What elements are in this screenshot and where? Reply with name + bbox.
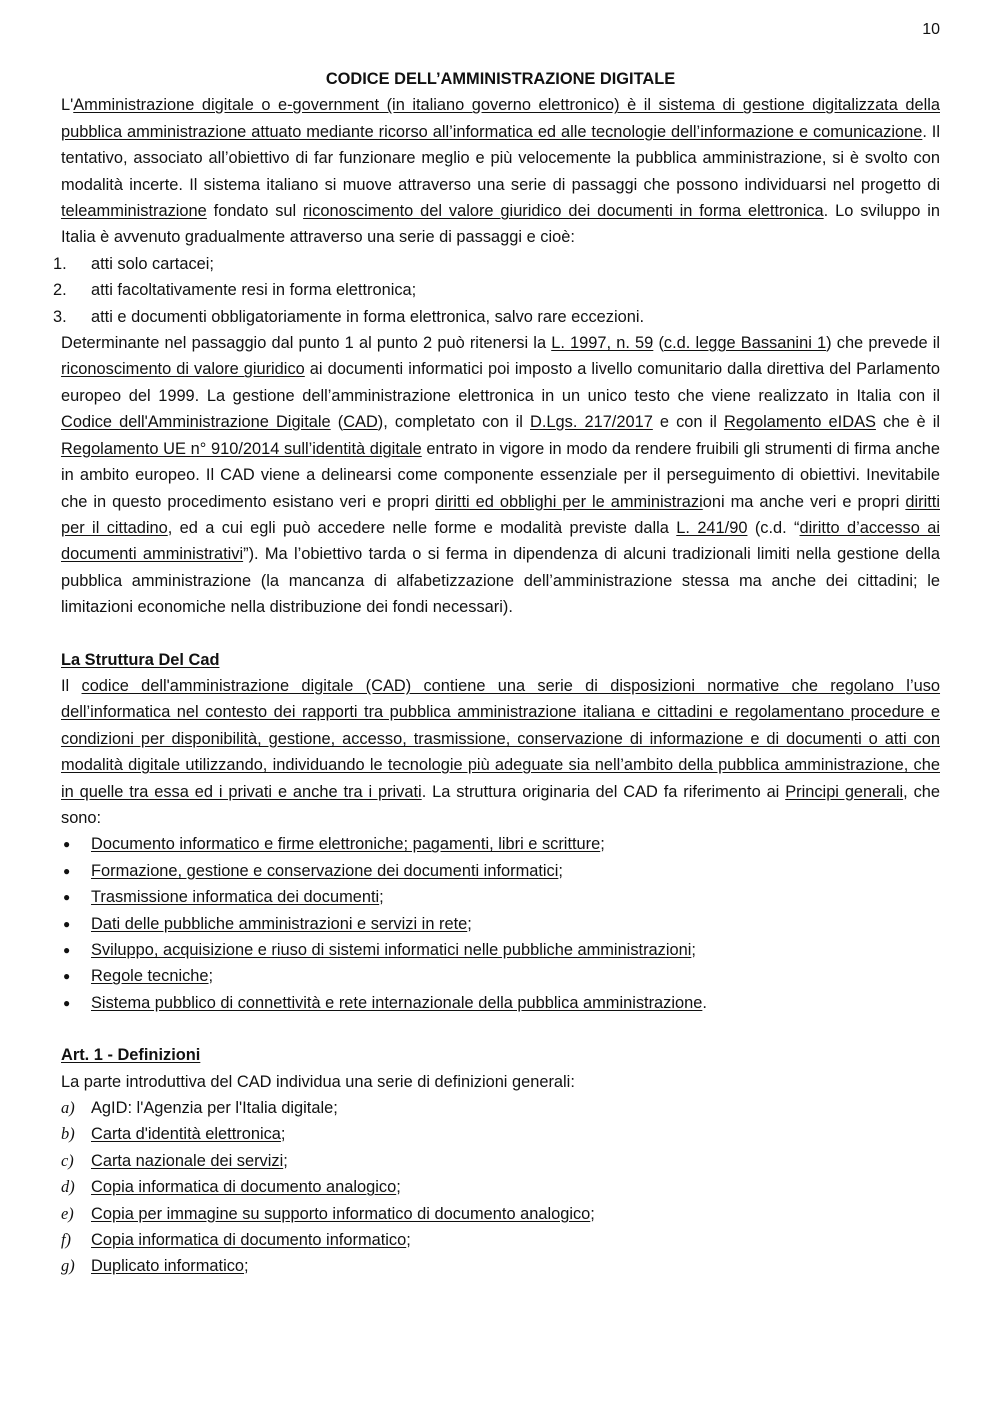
bullet-icon: ● bbox=[63, 943, 71, 957]
intro-paragraph: L'Amministrazione digitale o e-government (in italiano governo elettronico) è il sistema di gestione digitalizzata della pubblica amministrazione attuato mediante ricorso all’informatica ed alle tecnologie dell’informazione e comunicazione. Il tentativo, associato all’obiettivo di far funzionare meglio e più velocemente la pubblica amministrazione, si è svolto con modalità incerte. Il sistema italiano si muove attraverso una serie di passaggi che possono individuarsi nel progetto di teleamministrazione fondato sul riconoscimento del valore giuridico dei documenti in forma elettronica. Lo sviluppo in Italia è avvenuto gradualmente attraverso una serie di passaggi e cioè: bbox=[61, 96, 940, 247]
link-definition[interactable]: Copia per immagine su supporto informatico di documento analogico bbox=[91, 1204, 591, 1223]
struttura-paragraph: Il codice dell'amministrazione digitale (CAD) contiene una serie di disposizioni normative che regolano l’uso dell’informatica nel contesto dei rapporti tra pubblica amministrazione italiana e cittadini e regolamentano procedure e condizioni per disponibilità, gestione, accesso, trasmissione, conservazione di informazione e di documenti o atti con modalità digitale utilizzando, individuando le tecnologie più adeguate sia nell’ambito della pubblica amministrazione, che in quelle tra essa ed i privati e anche tra i privati. La struttura originaria del CAD fa riferimento ai Principi generali, che sono: bbox=[61, 676, 941, 827]
section-heading-struttura: La Struttura Del Cad bbox=[61, 650, 220, 669]
link-principle[interactable]: Regole tecniche bbox=[91, 967, 209, 986]
bullet-icon: ● bbox=[63, 863, 71, 878]
list-item: c) Carta nazionale dei servizi; bbox=[61, 1150, 288, 1170]
list-item: ● Documento informatico e firme elettroniche; pagamenti, libri e scritture; bbox=[61, 831, 940, 857]
list-item: ● Dati delle pubbliche amministrazioni e servizi in rete; bbox=[61, 911, 940, 937]
link-riconoscimento-valore-giuridico[interactable]: riconoscimento di valore giuridico bbox=[61, 360, 305, 379]
list-item: ● Sistema pubblico di connettività e rete internazionale della pubblica amministrazione. bbox=[61, 990, 940, 1016]
link-definition[interactable]: Copia informatica di documento analogico bbox=[91, 1178, 397, 1197]
document-body bbox=[53, 66, 941, 1280]
principles-list bbox=[61, 831, 940, 1016]
definitions-list bbox=[61, 1095, 940, 1280]
link-principle[interactable]: Dati delle pubbliche amministrazioni e servizi in rete bbox=[91, 914, 468, 933]
list-item: g) Duplicato informatico; bbox=[61, 1256, 249, 1276]
link-dlgs-217-2017[interactable]: D.Lgs. 217/2017 bbox=[530, 413, 653, 432]
definizioni-intro: La parte introduttiva del CAD individua una serie di definizioni generali: bbox=[61, 1072, 575, 1091]
link-definition[interactable]: Copia informatica di documento informatico bbox=[91, 1231, 407, 1250]
link-principle[interactable]: Sistema pubblico di connettività e rete internazionale della pubblica amministrazione bbox=[91, 993, 703, 1012]
steps-list bbox=[53, 251, 940, 330]
link-definition[interactable]: Duplicato informatico bbox=[91, 1257, 245, 1276]
section-heading-definizioni: Art. 1 - Definizioni bbox=[61, 1046, 201, 1065]
link-l-1997-n-59[interactable]: L. 1997, n. 59 bbox=[551, 334, 654, 353]
list-item: 1. atti solo cartacei; bbox=[53, 254, 214, 273]
bullet-icon: ● bbox=[63, 916, 71, 931]
list-item: d) Copia informatica di documento analogico; bbox=[61, 1177, 401, 1197]
link-codice-cad-description[interactable]: codice dell'amministrazione digitale (CAD) contiene una serie di disposizioni normative che regolano l’uso dell’informatica nel contesto dei rapporti tra pubblica amministrazione italiana e cittadini e regolamentano procedure e condizioni per disponibilità, gestione, accesso, trasmissione, conservazione di informazione e di documenti o atti con modalità digitale utilizzando, individuando le tecnologie più adeguate sia nell’ambito della pubblica amministrazione, che in quelle tra essa ed i privati e anche tra i privati bbox=[61, 676, 941, 801]
list-item: ● Trasmissione informatica dei documenti; bbox=[61, 884, 940, 910]
link-riconoscimento-valore[interactable]: riconoscimento del valore giuridico dei documenti in forma elettronica bbox=[303, 202, 824, 221]
page-number: 10 bbox=[922, 21, 940, 38]
link-definition[interactable]: Carta nazionale dei servizi bbox=[91, 1151, 284, 1170]
link-diritto-accesso[interactable]: diritto d’accesso ai documenti amministrativi bbox=[61, 518, 940, 564]
list-item: b) Carta d'identità elettronica; bbox=[61, 1124, 286, 1144]
list-item: a) AgID: l'Agenzia per l'Italia digitale; bbox=[61, 1098, 338, 1118]
link-teleamministrazione[interactable]: teleamministrazione bbox=[61, 202, 207, 221]
list-item: ● Regole tecniche; bbox=[61, 963, 940, 989]
link-principle[interactable]: Trasmissione informatica dei documenti bbox=[91, 888, 380, 907]
list-item: e) Copia per immagine su supporto informatico di documento analogico; bbox=[61, 1203, 595, 1223]
link-diritti-obblighi[interactable]: diritti ed obblighi per le amministrazi bbox=[435, 492, 703, 511]
link-regolamento-ue-910[interactable]: Regolamento UE n° 910/2014 sull’identità digitale bbox=[61, 439, 422, 458]
link-principle[interactable]: Documento informatico e firme elettroniche; pagamenti, libri e scritture bbox=[91, 835, 601, 854]
link-principle[interactable]: Formazione, gestione e conservazione dei documenti informatici bbox=[91, 861, 559, 880]
link-principle[interactable]: Sviluppo, acquisizione e riuso di sistemi informatici nelle pubbliche amministrazioni bbox=[91, 941, 692, 959]
bullet-icon: ● bbox=[63, 890, 71, 905]
cad-paragraph: Determinante nel passaggio dal punto 1 al punto 2 può ritenersi la L. 1997, n. 59 (c.d. legge Bassanini 1) che prevede il riconoscimento di valore giuridico ai documenti informatici poi imposto a livello comunitario dalla direttiva del Parlamento europeo del 1999. La gestione dell’amministrazione elettronica in un unico testo che viene realizzato in Italia con il Codice dell'Amministrazione Digitale (CAD), completato con il D.Lgs. 217/2017 e con il Regolamento eIDAS che è il Regolamento UE n° 910/2014 sull’identità digitale entrato in vigore in modo da rendere fruibili gli strumenti di firma anche in ambito europeo. Il CAD viene a delinearsi come componente essenziale per il perseguimento di obiettivi. Inevitabile che in questo procedimento esistano veri e propri diritti ed obblighi per le amministrazioni ma anche veri e propri diritti per il cittadino, ed a cui egli può accedere nelle forme e modalità previste dalla L. 241/90 (c.d. “diritto d’accesso ai documenti amministrativi”). Ma l’obiettivo tarda o si ferma in dipendenza di alcuni tradizionali limiti nella gestione della pubblica amministrazione (la mancanza di alfabetizzazione dell’amministrazione stessa ma anche dei cittadini; le limitazioni economiche nella distribuzione dei fondi necessari). bbox=[61, 334, 941, 617]
list-item: 3. atti e documenti obbligatoriamente in forma elettronica, salvo rare eccezioni. bbox=[53, 307, 645, 326]
link-principi-generali[interactable]: Principi generali bbox=[785, 782, 904, 801]
link-codice-amministrazione-digitale[interactable]: Codice dell'Amministrazione Digitale bbox=[61, 413, 331, 432]
list-item: 2. atti facoltativamente resi in forma elettronica; bbox=[53, 281, 417, 300]
link-regolamento-eidas[interactable]: Regolamento eIDAS bbox=[723, 413, 876, 432]
page-title: CODICE DELL’AMMINISTRAZIONE DIGITALE bbox=[325, 70, 676, 88]
link-definition[interactable]: Carta d'identità elettronica bbox=[91, 1125, 281, 1144]
link-diritti-cittadino[interactable]: diritti per il cittadino bbox=[61, 492, 940, 537]
link-l-241-90[interactable]: L. 241/90 bbox=[676, 518, 748, 537]
bullet-icon: ● bbox=[63, 969, 71, 984]
link-bassanini[interactable]: c.d. legge Bassanini 1 bbox=[663, 334, 827, 353]
bullet-icon: ● bbox=[63, 837, 71, 852]
list-item: f) Copia informatica di documento informatico; bbox=[61, 1230, 411, 1250]
link-cad[interactable]: CAD bbox=[343, 413, 378, 432]
list-item: ● Sviluppo, acquisizione e riuso di sistemi informatici nelle pubbliche amministrazioni; bbox=[61, 937, 940, 963]
bullet-icon: ● bbox=[63, 995, 71, 1010]
list-item: ● Formazione, gestione e conservazione dei documenti informatici; bbox=[61, 858, 940, 884]
link-amministrazione-digitale[interactable]: Amministrazione digitale o e-government (in italiano governo elettronico) è il sistema di gestione digitalizzata della pubblica amministrazione attuato mediante ricorso all’informatica ed alle tecnologie dell’informazione e comunicazione bbox=[61, 96, 940, 141]
